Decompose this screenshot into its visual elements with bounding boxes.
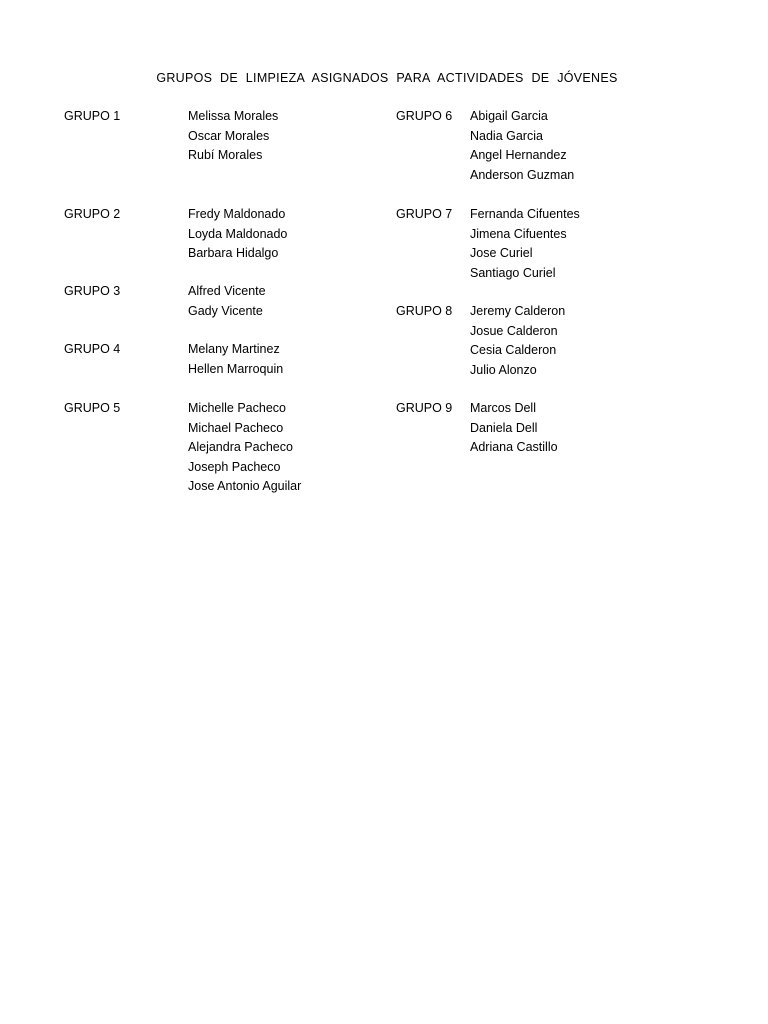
member-name: Nadia Garcia [470,128,543,143]
member-name: Rubí Morales [188,148,263,162]
member-name: Cesia Calderon [470,343,557,357]
group-label-2: GRUPO 2 [64,207,121,221]
member-name: Hellen Marroquin [188,361,284,376]
group-label-3: GRUPO 3 [64,284,121,298]
member-name: Gady Vicente [188,303,263,318]
group-label-8: GRUPO 8 [396,304,453,318]
member-name: Anderson Guzman [470,167,575,182]
group-label-7: GRUPO 7 [396,207,453,221]
member-name: Barbara Hidalgo [188,246,279,260]
member-name: Marcos Dell [470,401,536,415]
group-members-6 [470,107,574,185]
member-name: Loyda Maldonado [188,226,288,241]
member-name: Daniela Dell [470,420,538,435]
group-label-5: GRUPO 5 [64,401,121,415]
group-members-8 [470,302,565,380]
member-name: Jose Antonio Aguilar [188,479,302,493]
member-name: Joseph Pacheco [188,459,281,474]
member-name: Jimena Cifuentes [470,226,567,241]
document-title: GRUPOS DE LIMPIEZA ASIGNADOS PARA ACTIVIDADES DE JÓVENES [156,71,618,85]
group-label-4: GRUPO 4 [64,342,121,356]
group-members-4 [188,340,283,379]
member-name: Michelle Pacheco [188,401,286,415]
member-name: Santiago Curiel [470,265,556,280]
member-name: Jose Curiel [470,246,533,260]
member-name: Michael Pacheco [188,420,284,435]
member-name: Angel Hernandez [470,148,567,162]
member-name: Abigail Garcia [470,109,548,123]
member-name: Julio Alonzo [470,362,537,377]
group-members-5 [188,399,301,497]
member-name: Alfred Vicente [188,284,266,298]
member-name: Fernanda Cifuentes [470,207,580,221]
member-name: Melissa Morales [188,109,279,123]
group-members-9 [470,399,558,458]
member-name: Alejandra Pacheco [188,440,293,454]
member-name: Jeremy Calderon [470,304,566,318]
group-members-1 [188,107,278,166]
member-name: Oscar Morales [188,128,270,143]
group-members-3 [188,282,266,321]
member-name: Fredy Maldonado [188,207,286,221]
group-label-6: GRUPO 6 [396,109,453,123]
group-label-1: GRUPO 1 [64,109,121,123]
member-name: Josue Calderon [470,323,558,338]
group-members-7 [470,205,580,283]
member-name: Adriana Castillo [470,440,558,454]
group-members-2 [188,205,287,264]
group-label-9: GRUPO 9 [396,401,453,415]
member-name: Melany Martinez [188,342,280,356]
